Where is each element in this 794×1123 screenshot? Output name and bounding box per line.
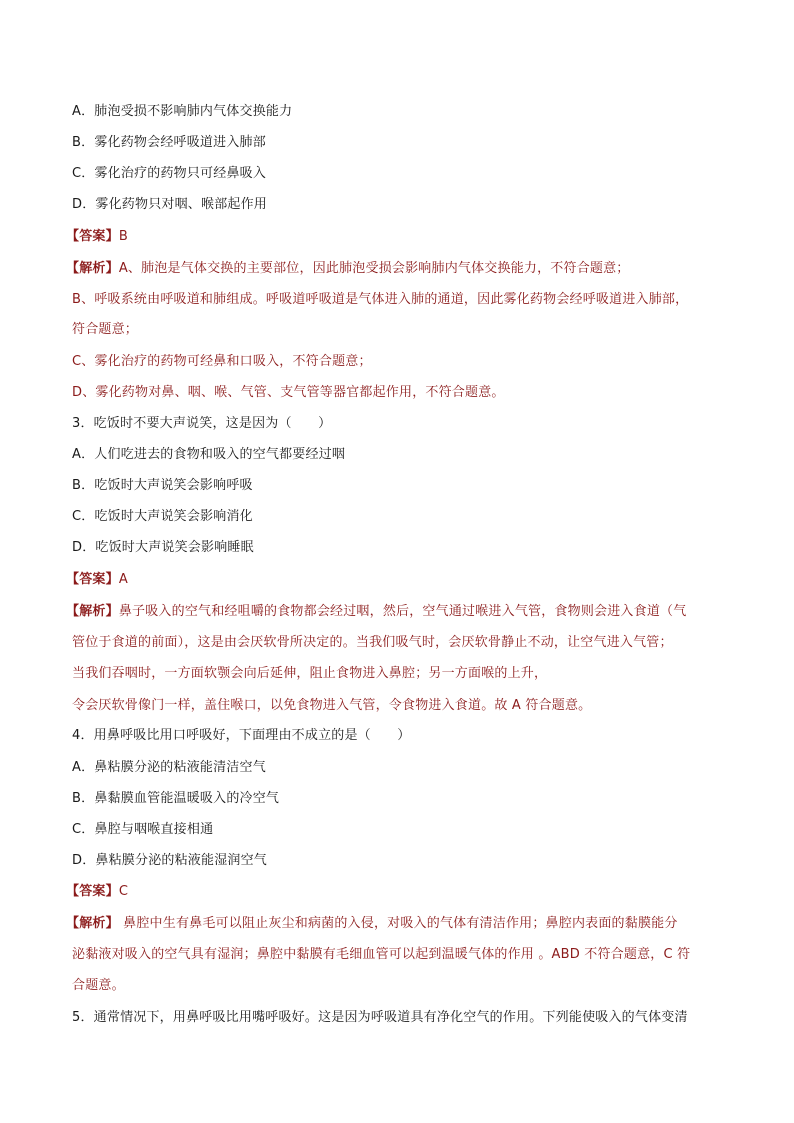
q3-stem: 3．吃饭时不要大声说笑，这是因为（ ）	[72, 416, 332, 431]
answer-label: 【答案】	[66, 572, 119, 587]
q3-option-d: D．吃饭时大声说笑会影响睡眠	[72, 540, 254, 555]
answer-value: A	[118, 572, 128, 587]
analysis-label: 【解析】	[66, 916, 119, 931]
q4-analysis-line: 合题意。	[72, 978, 125, 993]
q4-stem: 4．用鼻呼吸比用口呼吸好，下面理由不成立的是（ ）	[72, 728, 411, 743]
q2-analysis-line: D、雾化药物对鼻、咽、喉、气管、支气管等器官都起作用，不符合题意。	[72, 385, 505, 400]
analysis-text: 鼻子吸入的空气和经咀嚼的食物都会经过咽，然后，空气通过喉进入气管，食物则会进入食道（气	[118, 604, 687, 619]
q4-option-b: B．鼻黏膜血管能温暖吸入的冷空气	[72, 791, 280, 806]
analysis-text: A、肺泡是气体交换的主要部位，因此肺泡受损会影响肺内气体交换能力，不符合题意；	[118, 261, 630, 276]
q2-analysis-line	[66, 260, 732, 278]
q3-analysis-line: 当我们吞咽时，一方面软颚会向后延伸，阻止食物进入鼻腔；另一方面喉的上升，	[72, 666, 548, 681]
q2-option-d: D．雾化药物只对咽、喉部起作用	[72, 197, 268, 212]
answer-label: 【答案】	[66, 884, 119, 899]
q3-analysis-line	[66, 603, 732, 621]
q2-option-a: A．肺泡受损不影响肺内气体交换能力	[72, 104, 293, 119]
q3-option-b: B．吃饭时大声说笑会影响呼吸	[72, 478, 253, 493]
answer-value: C	[118, 884, 129, 899]
q4-option-a: A．鼻粘膜分泌的粘液能清洁空气	[72, 760, 266, 775]
analysis-text: 鼻腔中生有鼻毛可以阻止灰尘和病菌的入侵，对吸入的气体有清洁作用；鼻腔内表面的黏膜能分	[118, 916, 678, 931]
q4-option-c: C．鼻腔与咽喉直接相通	[72, 822, 214, 837]
q3-answer	[66, 571, 732, 589]
q2-answer	[66, 228, 732, 246]
analysis-label: 【解析】	[66, 604, 119, 619]
q2-analysis-line: B、呼吸系统由呼吸道和肺组成。呼吸道呼吸道是气体进入肺的通道，因此雾化药物会经呼吸道进入肺部，	[72, 292, 689, 307]
q2-analysis-line: C、雾化治疗的药物可经鼻和口吸入，不符合题意；	[72, 354, 372, 369]
q3-analysis-line: 令会厌软骨像门一样，盖住喉口，以免食物进入气管，令食物进入食道。故 A 符合题意。	[72, 698, 592, 713]
q4-analysis-line	[66, 915, 732, 933]
q4-option-d: D．鼻粘膜分泌的粘液能湿润空气	[72, 853, 268, 868]
q5-stem: 5．通常情况下，用鼻呼吸比用嘴呼吸好。这是因为呼吸道具有净化空气的作用。下列能使吸入的气体变清	[72, 1010, 688, 1025]
answer-label: 【答案】	[66, 229, 119, 244]
q3-option-c: C．吃饭时大声说笑会影响消化	[72, 509, 253, 524]
q2-option-b: B．雾化药物会经呼吸道进入肺部	[72, 135, 266, 150]
q4-answer	[66, 883, 732, 901]
q2-analysis-line: 符合题意；	[72, 322, 139, 337]
q2-option-c: C．雾化治疗的药物只可经鼻吸入	[72, 166, 267, 181]
q3-analysis-line: 管位于食道的前面），这是由会厌软骨所决定的。当我们吸气时，会厌软骨静止不动，让空气进入气管；	[72, 635, 673, 650]
answer-value: B	[118, 229, 128, 244]
q3-option-a: A．人们吃进去的食物和吸入的空气都要经过咽	[72, 447, 346, 462]
q4-analysis-line: 泌黏液对吸入的空气具有湿润；鼻腔中黏膜有毛细血管可以起到温暖气体的作用 。ABD 不符合题意，C 符	[72, 947, 691, 962]
analysis-label: 【解析】	[66, 261, 119, 276]
